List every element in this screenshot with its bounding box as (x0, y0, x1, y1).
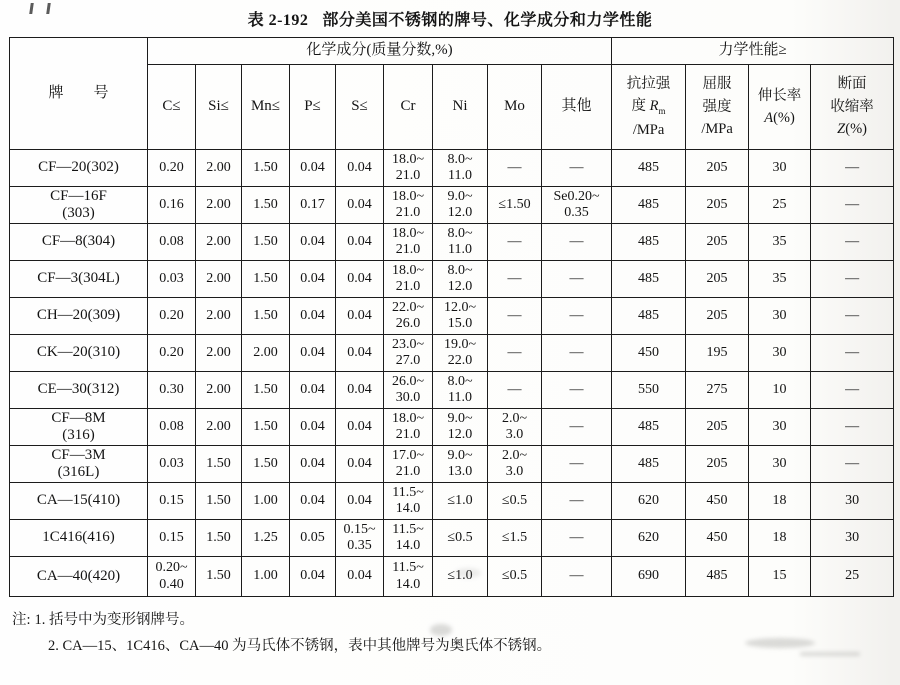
value-cell: 12.0~ 15.0 (433, 298, 488, 335)
chem-column-header: P≤ (290, 65, 336, 150)
grade-cell: CA—40(420) (10, 557, 148, 597)
chem-column-header: Mo (488, 65, 542, 150)
value-cell: — (542, 409, 612, 446)
footnotes (12, 607, 900, 659)
value-cell: 1.50 (196, 520, 242, 557)
elongation-column-header: 伸长率 A(%) (749, 65, 811, 150)
scan-smudge (800, 652, 860, 656)
value-cell: 0.04 (290, 298, 336, 335)
value-cell: 0.04 (336, 261, 384, 298)
group-header-row (10, 38, 894, 65)
stainless-steel-table (9, 37, 894, 597)
value-cell: 0.08 (148, 409, 196, 446)
value-cell: 485 (612, 150, 686, 187)
table-row (10, 261, 894, 298)
grade-cell: CF—16F (303) (10, 187, 148, 224)
value-cell: 30 (749, 298, 811, 335)
tensile-strength-column-header: 抗拉强 度 $R_m$ /MPa (612, 65, 686, 150)
value-cell: 0.20 (148, 298, 196, 335)
value-cell: 25 (811, 557, 894, 597)
value-cell: 485 (612, 187, 686, 224)
table-row (10, 446, 894, 483)
value-cell: — (811, 187, 894, 224)
value-cell: 620 (612, 520, 686, 557)
value-cell: 1.50 (242, 261, 290, 298)
value-cell: 0.04 (290, 372, 336, 409)
chem-column-header: C≤ (148, 65, 196, 150)
chemical-composition-group-header: 化学成分(质量分数,%) (148, 38, 612, 65)
value-cell: 26.0~ 30.0 (384, 372, 433, 409)
value-cell: 18 (749, 520, 811, 557)
mechanical-properties-group-header: 力学性能≥ (612, 38, 894, 65)
value-cell: — (542, 372, 612, 409)
value-cell: 2.00 (196, 372, 242, 409)
value-cell: 1.25 (242, 520, 290, 557)
value-cell: — (811, 150, 894, 187)
value-cell: 0.03 (148, 446, 196, 483)
value-cell: — (811, 298, 894, 335)
value-cell: ≤1.0 (433, 557, 488, 597)
value-cell: 275 (686, 372, 749, 409)
value-cell: 2.00 (242, 335, 290, 372)
value-cell: 485 (612, 446, 686, 483)
value-cell: — (488, 261, 542, 298)
value-cell: 0.04 (336, 409, 384, 446)
value-cell: 0.04 (336, 150, 384, 187)
value-cell: 2.00 (196, 261, 242, 298)
value-cell: 2.00 (196, 150, 242, 187)
value-cell: 485 (686, 557, 749, 597)
grade-cell: CF—8(304) (10, 224, 148, 261)
value-cell: — (811, 224, 894, 261)
value-cell: 1.50 (196, 446, 242, 483)
value-cell: 0.04 (336, 372, 384, 409)
value-cell: — (811, 446, 894, 483)
grade-cell: CA—15(410) (10, 483, 148, 520)
value-cell: — (488, 298, 542, 335)
grade-cell: CE—30(312) (10, 372, 148, 409)
chem-column-header: Mn≤ (242, 65, 290, 150)
value-cell: 30 (749, 150, 811, 187)
value-cell: 1.50 (242, 150, 290, 187)
value-cell: 30 (749, 446, 811, 483)
value-cell: 0.20 (148, 335, 196, 372)
value-cell: 1.50 (196, 483, 242, 520)
footnote-line (12, 607, 900, 633)
value-cell: 8.0~ 11.0 (433, 150, 488, 187)
value-cell: 0.03 (148, 261, 196, 298)
table-row (10, 483, 894, 520)
yield-strength-column-header: 屈服 强度 /MPa (686, 65, 749, 150)
value-cell: 195 (686, 335, 749, 372)
value-cell: — (542, 520, 612, 557)
value-cell: ≤0.5 (488, 483, 542, 520)
grade-column-header: 牌 号 (10, 38, 148, 150)
table-title-text: 部分美国不锈钢的牌号、化学成分和力学性能 (322, 12, 653, 29)
value-cell: 0.04 (290, 557, 336, 597)
table-row (10, 187, 894, 224)
value-cell: — (811, 409, 894, 446)
value-cell: — (811, 261, 894, 298)
value-cell: 18.0~ 21.0 (384, 150, 433, 187)
value-cell: — (542, 224, 612, 261)
chem-column-header: 其他 (542, 65, 612, 150)
value-cell: 8.0~ 12.0 (433, 261, 488, 298)
value-cell: — (542, 446, 612, 483)
value-cell: ≤1.5 (488, 520, 542, 557)
value-cell: ≤1.0 (433, 483, 488, 520)
value-cell: 1.50 (242, 224, 290, 261)
chem-column-header: S≤ (336, 65, 384, 150)
value-cell: 2.00 (196, 409, 242, 446)
value-cell: 450 (686, 483, 749, 520)
value-cell: — (542, 261, 612, 298)
value-cell: 8.0~ 11.0 (433, 224, 488, 261)
scan-smudge (745, 638, 815, 648)
value-cell: 11.5~ 14.0 (384, 520, 433, 557)
value-cell: 18.0~ 21.0 (384, 187, 433, 224)
value-cell: 1.50 (196, 557, 242, 597)
value-cell: 205 (686, 298, 749, 335)
table-row (10, 150, 894, 187)
value-cell: 205 (686, 261, 749, 298)
value-cell: 30 (749, 335, 811, 372)
value-cell: 485 (612, 409, 686, 446)
value-cell: 0.04 (290, 409, 336, 446)
value-cell: 485 (612, 261, 686, 298)
value-cell: — (542, 335, 612, 372)
value-cell: 1.50 (242, 298, 290, 335)
value-cell: 11.5~ 14.0 (384, 557, 433, 597)
table-row (10, 372, 894, 409)
value-cell: 0.04 (290, 483, 336, 520)
value-cell: 0.04 (290, 150, 336, 187)
value-cell: 0.30 (148, 372, 196, 409)
chem-column-header: Si≤ (196, 65, 242, 150)
value-cell: 205 (686, 409, 749, 446)
value-cell: — (542, 557, 612, 597)
value-cell: 11.5~ 14.0 (384, 483, 433, 520)
value-cell: 620 (612, 483, 686, 520)
footnote-label: 注: (12, 612, 31, 628)
value-cell: 35 (749, 224, 811, 261)
value-cell: 23.0~ 27.0 (384, 335, 433, 372)
value-cell: — (488, 335, 542, 372)
value-cell: 2.00 (196, 298, 242, 335)
value-cell: 0.04 (290, 446, 336, 483)
value-cell: 30 (749, 409, 811, 446)
value-cell: 30 (811, 520, 894, 557)
value-cell: 0.20~ 0.40 (148, 557, 196, 597)
value-cell: 19.0~ 22.0 (433, 335, 488, 372)
value-cell: 2.00 (196, 335, 242, 372)
value-cell: 1.50 (242, 372, 290, 409)
value-cell: — (542, 150, 612, 187)
reduction-of-area-column-header: 断面 收缩率 Z(%) (811, 65, 894, 150)
value-cell: 35 (749, 261, 811, 298)
value-cell: 485 (612, 224, 686, 261)
value-cell: 0.16 (148, 187, 196, 224)
value-cell: 0.15~ 0.35 (336, 520, 384, 557)
chem-column-header: Ni (433, 65, 488, 150)
value-cell: 1.50 (242, 446, 290, 483)
value-cell: 2.0~ 3.0 (488, 409, 542, 446)
value-cell: 550 (612, 372, 686, 409)
value-cell: 2.0~ 3.0 (488, 446, 542, 483)
value-cell: 205 (686, 187, 749, 224)
value-cell: 205 (686, 446, 749, 483)
grade-cell: CK—20(310) (10, 335, 148, 372)
value-cell: 0.15 (148, 483, 196, 520)
value-cell: 1.50 (242, 187, 290, 224)
chem-column-header: Cr (384, 65, 433, 150)
scan-edge-artifact (29, 3, 51, 14)
value-cell: 0.04 (336, 224, 384, 261)
value-cell: 0.04 (336, 557, 384, 597)
footnote-2: 2. CA—15、1C416、CA—40 为马氏体不锈钢，表中其他牌号为奥氏体不锈钢。 (48, 638, 552, 655)
value-cell: 9.0~ 12.0 (433, 187, 488, 224)
table-row (10, 409, 894, 446)
value-cell: 0.04 (336, 335, 384, 372)
value-cell: 15 (749, 557, 811, 597)
value-cell: 18.0~ 21.0 (384, 409, 433, 446)
value-cell: 0.04 (290, 224, 336, 261)
value-cell: 450 (686, 520, 749, 557)
value-cell: 30 (811, 483, 894, 520)
grade-cell: 1C416(416) (10, 520, 148, 557)
value-cell: 2.00 (196, 224, 242, 261)
grade-cell: CF—20(302) (10, 150, 148, 187)
value-cell: 1.00 (242, 557, 290, 597)
value-cell: 0.04 (290, 335, 336, 372)
value-cell: 18.0~ 21.0 (384, 224, 433, 261)
table-body (10, 150, 894, 597)
value-cell: 18.0~ 21.0 (384, 261, 433, 298)
value-cell: 0.04 (336, 298, 384, 335)
grade-cell: CF—8M (316) (10, 409, 148, 446)
value-cell: 485 (612, 298, 686, 335)
value-cell: — (488, 150, 542, 187)
scan-smudge (455, 568, 481, 578)
table-title (0, 7, 900, 30)
value-cell: — (488, 372, 542, 409)
value-cell: 0.05 (290, 520, 336, 557)
value-cell: — (811, 372, 894, 409)
value-cell: ≤0.5 (433, 520, 488, 557)
value-cell: 450 (612, 335, 686, 372)
table-row (10, 520, 894, 557)
value-cell: 0.15 (148, 520, 196, 557)
value-cell: 9.0~ 13.0 (433, 446, 488, 483)
grade-cell: CF—3(304L) (10, 261, 148, 298)
value-cell: — (542, 483, 612, 520)
value-cell: — (542, 298, 612, 335)
value-cell: 0.04 (290, 261, 336, 298)
value-cell: 17.0~ 21.0 (384, 446, 433, 483)
value-cell: 205 (686, 224, 749, 261)
table-number: 表 2-192 (247, 12, 309, 29)
value-cell: 10 (749, 372, 811, 409)
table-row (10, 557, 894, 597)
scan-smudge (430, 624, 452, 636)
value-cell: ≤1.50 (488, 187, 542, 224)
value-cell: 9.0~ 12.0 (433, 409, 488, 446)
value-cell: 205 (686, 150, 749, 187)
value-cell: Se0.20~ 0.35 (542, 187, 612, 224)
value-cell: 8.0~ 11.0 (433, 372, 488, 409)
table-row (10, 298, 894, 335)
value-cell: 18 (749, 483, 811, 520)
value-cell: 0.04 (336, 483, 384, 520)
table-row (10, 224, 894, 261)
grade-cell: CF—3M (316L) (10, 446, 148, 483)
value-cell: 1.00 (242, 483, 290, 520)
value-cell: ≤0.5 (488, 557, 542, 597)
value-cell: — (811, 335, 894, 372)
value-cell: 1.50 (242, 409, 290, 446)
value-cell: — (488, 224, 542, 261)
value-cell: 22.0~ 26.0 (384, 298, 433, 335)
value-cell: 0.04 (336, 446, 384, 483)
table-row (10, 335, 894, 372)
value-cell: 0.08 (148, 224, 196, 261)
value-cell: 690 (612, 557, 686, 597)
footnote-1: 1. 括号中为变形钢牌号。 (34, 612, 195, 628)
value-cell: 2.00 (196, 187, 242, 224)
value-cell: 0.04 (336, 187, 384, 224)
value-cell: 25 (749, 187, 811, 224)
value-cell: 0.20 (148, 150, 196, 187)
value-cell: 0.17 (290, 187, 336, 224)
grade-cell: CH—20(309) (10, 298, 148, 335)
